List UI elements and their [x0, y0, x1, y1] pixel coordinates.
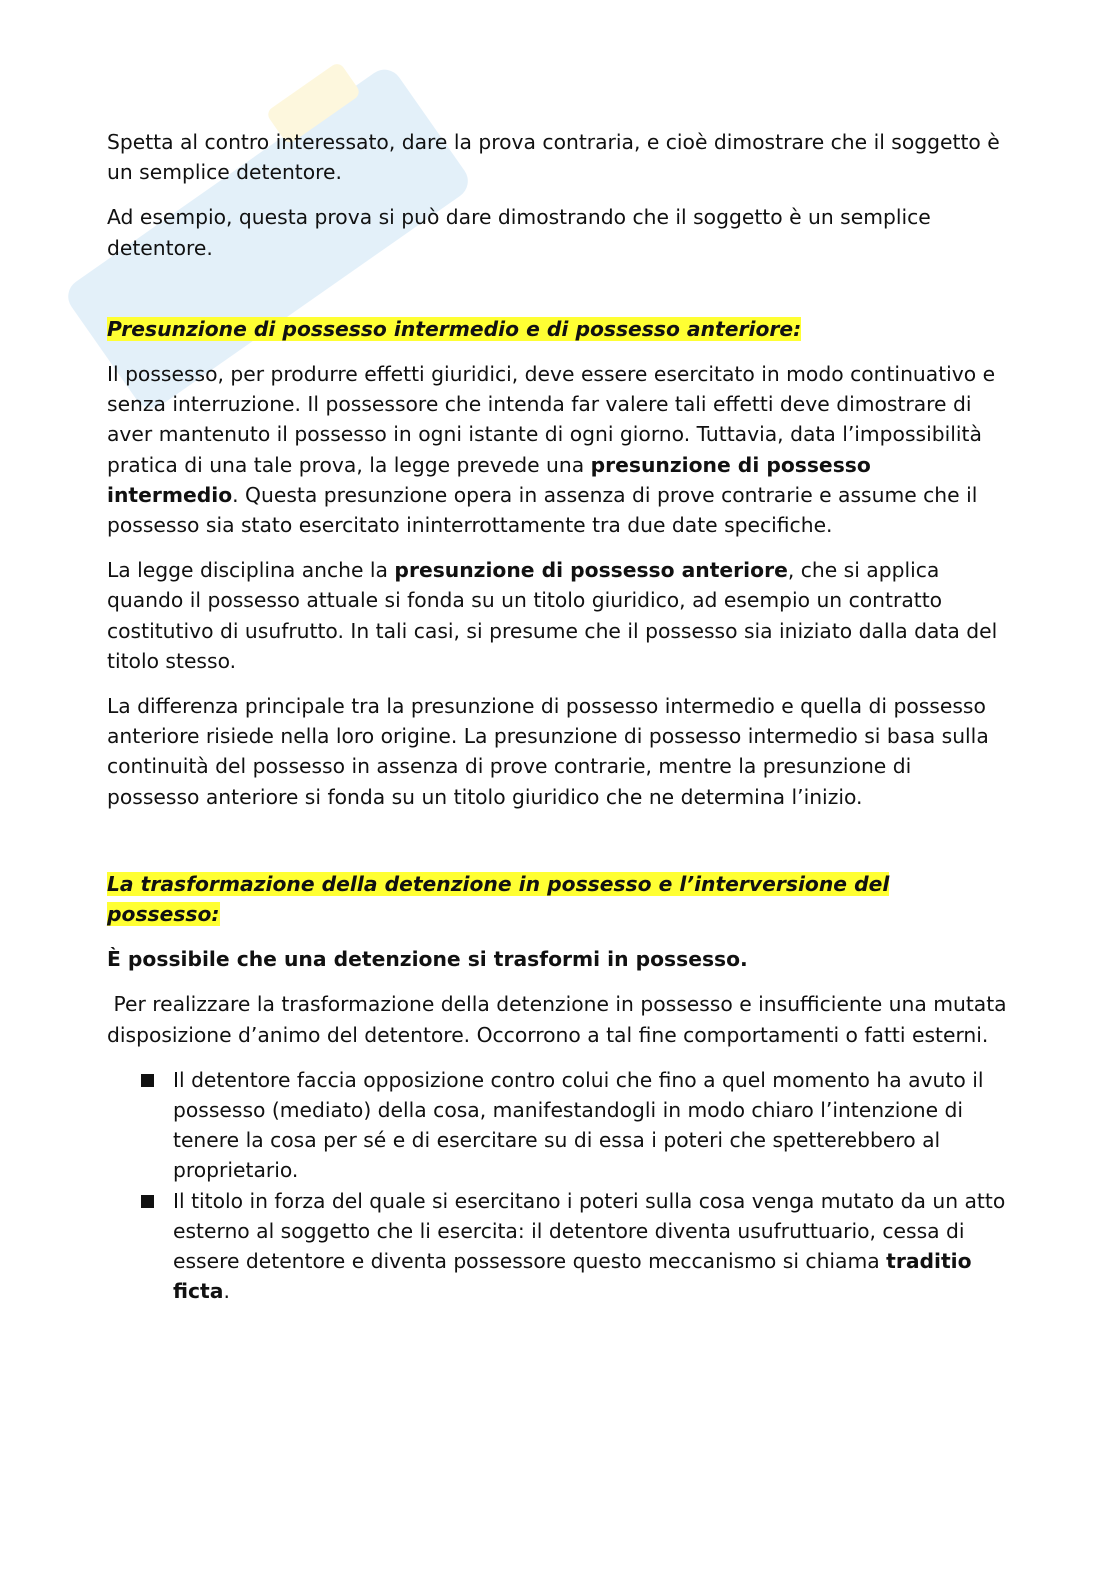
bold-term: traditio ficta	[173, 1249, 972, 1304]
highlighted-heading-text: Presunzione di possesso intermedio e di possesso anteriore:	[107, 316, 802, 341]
text-run: La legge disciplina anche la	[107, 558, 395, 583]
list-item-text: Il detentore faccia opposizione contro colui che fino a quel momento ha avuto il possesso (mediato) della cosa, manifestandogli in modo chiaro l’intenzione di tenere la cosa per sé e di esercitare su di essa i poteri che spetterebbero al proprietario.	[173, 1067, 984, 1183]
list-item-text: .	[223, 1279, 230, 1304]
paragraph: Per realizzare la trasformazione della detenzione in possesso e insufficiente una mutata disposizione d’animo del detentore. Occorrono a tal fine comportamenti o fatti esterni.	[107, 992, 1014, 1047]
bold-term: presunzione di possesso intermedio	[107, 452, 871, 507]
text-run: , che si applica quando il possesso attuale si fonda su un titolo giuridico, ad esempio un contratto costitutivo di usufrutto. In tali casi, si presume che il possesso sia iniziato dalla data del titolo stesso.	[107, 558, 998, 673]
square-bullet-icon	[141, 1074, 154, 1087]
list-item	[107, 1186, 1007, 1307]
paragraph: La differenza principale tra la presunzione di possesso intermedio e quella di possesso anteriore risiede nella loro origine. La presunzione di possesso intermedio si basa sulla continuità del possesso in assenza di prove contrarie, mentre la presunzione di possesso anteriore si fonda su un titolo giuridico che ne determina l’inizio.	[107, 694, 989, 809]
paragraph	[107, 555, 1007, 676]
highlighted-heading-text: La trasformazione della detenzione in possesso e l’interversione del possesso:	[107, 871, 890, 927]
paragraph	[107, 359, 1007, 540]
bullet-list	[107, 1065, 1007, 1307]
section-heading	[107, 869, 1007, 929]
paragraph: Spetta al contro interessato, dare la prova contraria, e cioè dimostrare che il soggetto è un semplice detentore.	[107, 130, 1000, 185]
bold-term: presunzione di possesso anteriore	[394, 558, 788, 583]
list-item-text: Il titolo in forza del quale si esercitano i poteri sulla cosa venga mutato da un atto esterno al soggetto che li esercita: il detentore diventa usufruttuario, cessa di essere detentore e diventa possessore questo meccanismo si chiama	[173, 1188, 1006, 1274]
bold-statement: È possibile che una detenzione si trasformi in possesso.	[107, 947, 748, 972]
paragraph: Ad esempio, questa prova si può dare dimostrando che il soggetto è un semplice detentore.	[107, 205, 931, 260]
section-heading	[107, 314, 1007, 344]
list-item	[107, 1065, 1007, 1186]
document-page	[107, 127, 1014, 1307]
text-run: . Questa presunzione opera in assenza di prove contrarie e assume che il possesso sia stato esercitato ininterrottamente tra due date specifiche.	[107, 482, 978, 538]
square-bullet-icon	[141, 1195, 154, 1208]
text-run: Il possesso, per produrre effetti giuridici, deve essere esercitato in modo continuativo e senza interruzione. Il possessore che intenda far valere tali effetti deve dimostrare di aver mantenuto il possesso in ogni istante di ogni giorno. Tuttavia, data l’impossibilità pratica di una tale prova, la legge prevede una	[107, 362, 996, 477]
